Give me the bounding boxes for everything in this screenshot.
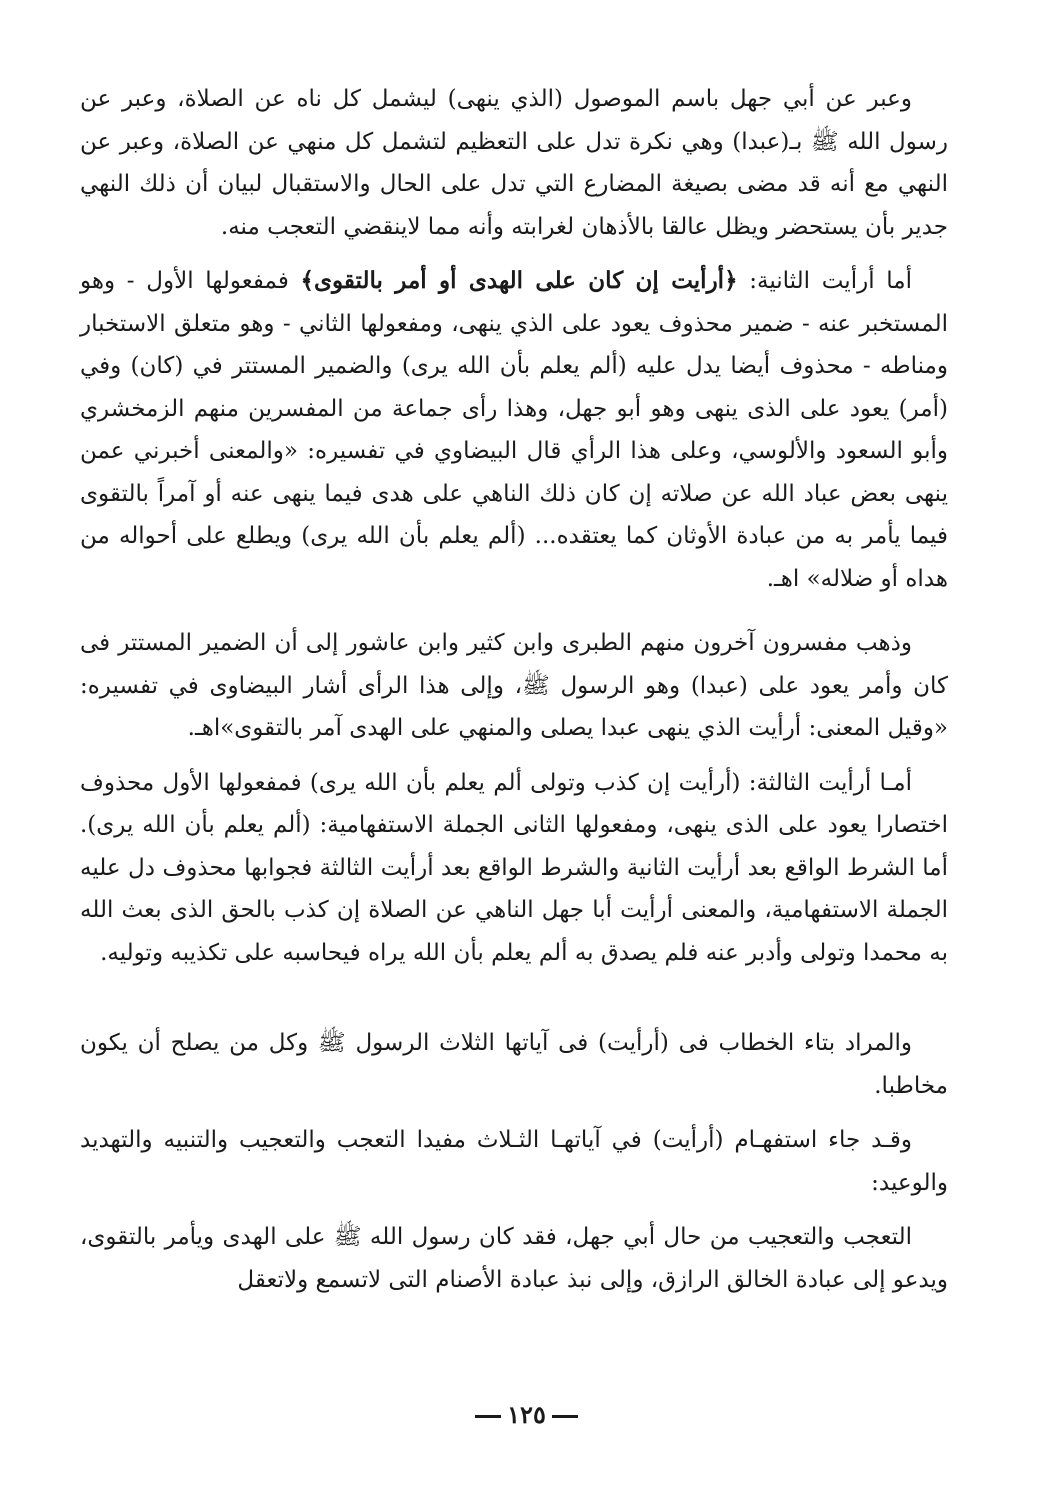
paragraph-1: وعبر عن أبي جهل باسم الموصول (الذي ينهى) ليشمل كل ناه عن الصلاة، وعبر عن رسول الله ﷺ بـ(عبدا) وهي نكرة تدل على التعظيم لتشمل كل منهي عن الصلاة، وعبر عن النهي مع أنه قد مضى بصيغة المضارع التي تدل على الحال والاستقبال لبيان أن ذلك النهي جدير بأن يستحضر ويظل عالقا بالأذهان لغرابته وأنه مما لاينقضي التعجب منه. bbox=[80, 86, 948, 240]
page-number bbox=[0, 1400, 1053, 1429]
paragraph-2-body: فمفعولها الأول - وهو المستخبر عنه - ضمير محذوف يعود على الذي ينهى، ومفعولها الثاني - وهو متعلق الاستخبار ومناطه - محذوف أيضا يدل عليه (ألم يعلم بأن الله يرى) والضمير المستتر في (كان) وفي (أمر) يعود على الذى ينهى وهو أبو جهل، وهذا رأى جماعة من المفسرين منهم الزمخشري وأبو السعود والألوسي، وعلى هذا الرأي قال البيضاوي في تفسيره: «والمعنى أخبرني عمن ينهى بعض عباد الله عن صلاته إن كان ذلك الناهي على هدى فيما ينهى عنه أو آمراً بالتقوى فيما يأمر به من عبادة الأوثان كما يعتقده... (ألم يعلم بأن الله يرى) ويطلع على أحواله من هداه أو ضلاله» اهـ. bbox=[80, 268, 948, 592]
paragraph-6: وقـد جاء استفهـام (أرأيت) في آياتهـا الثـلاث مفيدا التعجب والتعجيب والتنبيه والتهديد والوعيد: bbox=[80, 1127, 948, 1196]
page-number-dash-left bbox=[475, 1415, 501, 1418]
paragraph-2-lead: أما أرأيت الثانية: bbox=[737, 268, 912, 294]
quranic-verse: ﴿أرأيت إن كان على الهدى أو أمر بالتقوى﴾ bbox=[300, 267, 738, 294]
page-number-value: ١٢٥ bbox=[507, 1400, 546, 1429]
paragraph-7: التعجب والتعجيب من حال أبي جهل، فقد كان رسول الله ﷺ على الهدى ويأمر بالتقوى، ويدعو إلى عبادة الخالق الرازق، وإلى نبذ عبادة الأصنام التى لاتسمع ولاتعقل bbox=[80, 1224, 948, 1293]
page-body bbox=[80, 78, 948, 1313]
paragraph-4: أمـا أرأيت الثالثة: (أرأيت إن كذب وتولى ألم يعلم بأن الله يرى) فمفعولها الأول محذوف اختصارا يعود على الذى ينهى، ومفعولها الثانى الجملة الاستفهامية: (ألم يعلم بأن الله يرى). أما الشرط الواقع بعد أرأيت الثانية والشرط الواقع بعد أرأيت الثالثة فجوابها محذوف دل عليه الجملة الاستفهامية، والمعنى أرأيت أبا جهل الناهي عن الصلاة إن كذب بالحق الذى بعث الله به محمدا وتولى وأدبر عنه فلم يصدق به ألم يعلم بأن الله يراه فيحاسبه على تكذيبه وتوليه. bbox=[80, 769, 949, 966]
page-number-dash-right bbox=[552, 1415, 578, 1418]
paragraph-2 bbox=[80, 260, 948, 600]
paragraph-5: والمراد بتاء الخطاب فى (أرأيت) فى آياتها الثلاث الرسول ﷺ وكل من يصلح أن يكون مخاطبا. bbox=[80, 1030, 948, 1099]
paragraph-3: وذهب مفسرون آخرون منهم الطبرى وابن كثير وابن عاشور إلى أن الضمير المستتر فى كان وأمر يعود على (عبدا) وهو الرسول ﷺ، وإلى هذا الرأى أشار البيضاوى في تفسيره: «وقيل المعنى: أرأيت الذي ينهى عبدا يصلى والمنهي على الهدى آمر بالتقوى»اهـ. bbox=[80, 630, 948, 741]
